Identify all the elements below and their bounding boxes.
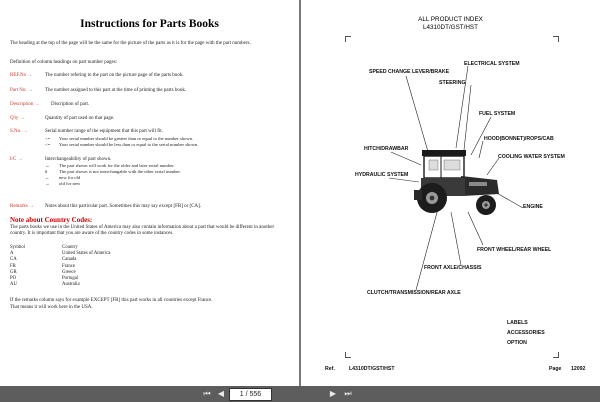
table-row: PO Portugal — [10, 276, 79, 282]
link-option[interactable]: OPTION — [507, 340, 527, 346]
country-codes-heading: Note about Country Codes: — [10, 216, 93, 224]
term-qty: Q'ty → — [10, 116, 25, 121]
footer-page-label: Page — [549, 366, 562, 372]
table-row: GR Greece — [10, 269, 76, 275]
term-serial-no: S.No. → — [10, 129, 28, 134]
ic-note: # The part shown is not interchangable with the other serial number. — [45, 169, 181, 174]
term-part-no: Part No. → — [10, 88, 33, 93]
link-electrical-system[interactable]: ELECTRICAL SYSTEM — [464, 61, 520, 67]
page-title: Instructions for Parts Books — [80, 18, 219, 30]
ic-note: → old for new — [45, 181, 81, 186]
closing-line-2: That means it will work here in the USA. — [10, 305, 93, 310]
link-labels[interactable]: LABELS — [507, 320, 528, 326]
def-ref-no: The number refering to the part on the picture page of the parts book. — [45, 73, 184, 78]
ic-note: ↔ The part shown will work for the older and later serial number. — [45, 163, 175, 168]
viewer-toolbar — [0, 386, 600, 402]
def-ic: Interchangeability of part shown. — [45, 157, 112, 162]
link-fuel-system[interactable]: FUEL SYSTEM — [479, 111, 516, 117]
right-page — [301, 0, 600, 386]
def-remarks: Notes about this particular part. Sometimes this may say except [FR] or [CA]. — [45, 204, 202, 209]
page-indicator-input[interactable]: 1 / 556 — [229, 388, 272, 401]
link-clutch-transmission[interactable]: CLUTCH/TRANSMISSION/REAR AXLE — [367, 290, 461, 296]
serial-note: >= Your serial number should be greater than or equal to the number shown. — [45, 136, 194, 141]
term-ic: I/C → — [10, 157, 23, 162]
def-qty: Quantity of part used on that page. — [45, 116, 115, 121]
link-steering[interactable]: STEERING — [439, 80, 466, 86]
link-engine[interactable]: ENGINE — [523, 204, 543, 210]
link-front-axle-chassis[interactable]: FRONT AXLE/CHASSIS — [424, 265, 482, 271]
first-page-icon[interactable]: ⏮ — [203, 389, 211, 398]
term-remarks: Remarks → — [10, 204, 35, 209]
link-cooling-water-system[interactable]: COOLING WATER SYSTEM — [498, 154, 565, 160]
footer-ref-value: L4310DT/GST/HST — [349, 366, 395, 372]
next-page-icon[interactable]: ▶ — [329, 389, 337, 398]
link-speed-change-lever[interactable]: SPEED CHANGE LEVER/BRAKE — [369, 69, 450, 75]
ic-note: ← new for old — [45, 175, 81, 180]
table-row: A United States of America — [10, 251, 111, 257]
table-row: FR France — [10, 263, 76, 269]
country-codes-paragraph: The parts books we use in the United States of America may also contain information about a part that would be different in another country. It is important that you are aware of the country codes in some instances. — [10, 225, 275, 237]
link-front-rear-wheel[interactable]: FRONT WHEEL/REAR WHEEL — [477, 247, 552, 253]
index-title: ALL PRODUCT INDEX L4310DT/GST/HST — [418, 16, 483, 31]
link-hitch-drawbar[interactable]: HITCH/DRAWBAR — [364, 146, 409, 152]
def-part-no: The number assigned to this part at the time of printing the parts book. — [45, 88, 187, 93]
table-header-row: Symbol Country — [10, 245, 78, 250]
left-page — [0, 0, 299, 386]
country-table — [10, 245, 110, 288]
intro-paragraph: The heading at the top of the page will be the same for the picture of the parts as it is for the page with the part numbers. — [10, 41, 251, 46]
term-ref-no: REF.No → — [10, 73, 33, 78]
closing-line-1: If the remarks column says for example EXCEPT [FR] this part works in all countries except France. — [10, 298, 213, 303]
table-row: CA Canada — [10, 257, 77, 263]
link-hood-rops-cab[interactable]: HOOD(BONNET)/ROPS/CAB — [484, 136, 554, 142]
link-hydraulic-system[interactable]: HYDRAULIC SYSTEM — [355, 172, 409, 178]
footer-page-number: 12092 — [571, 366, 586, 372]
term-description: Description → — [10, 102, 40, 107]
link-accessories[interactable]: ACCESSORIES — [507, 330, 545, 336]
last-page-icon[interactable]: ⏭ — [344, 389, 352, 398]
serial-note: <= Your serial number should be less than or equal to the serial number shown. — [45, 142, 199, 147]
table-row: AU Australia — [10, 282, 80, 288]
def-serial-no: Serial number range of the equipment that this part will fit. — [45, 129, 163, 134]
previous-page-icon[interactable]: ◀ — [217, 389, 225, 398]
footer-ref-label: Ref. — [325, 366, 335, 372]
tractor-illustration — [301, 0, 600, 386]
def-description: Discription of part. — [51, 102, 90, 107]
definitions-heading: Definition of column headings on part number pages: — [10, 60, 118, 65]
